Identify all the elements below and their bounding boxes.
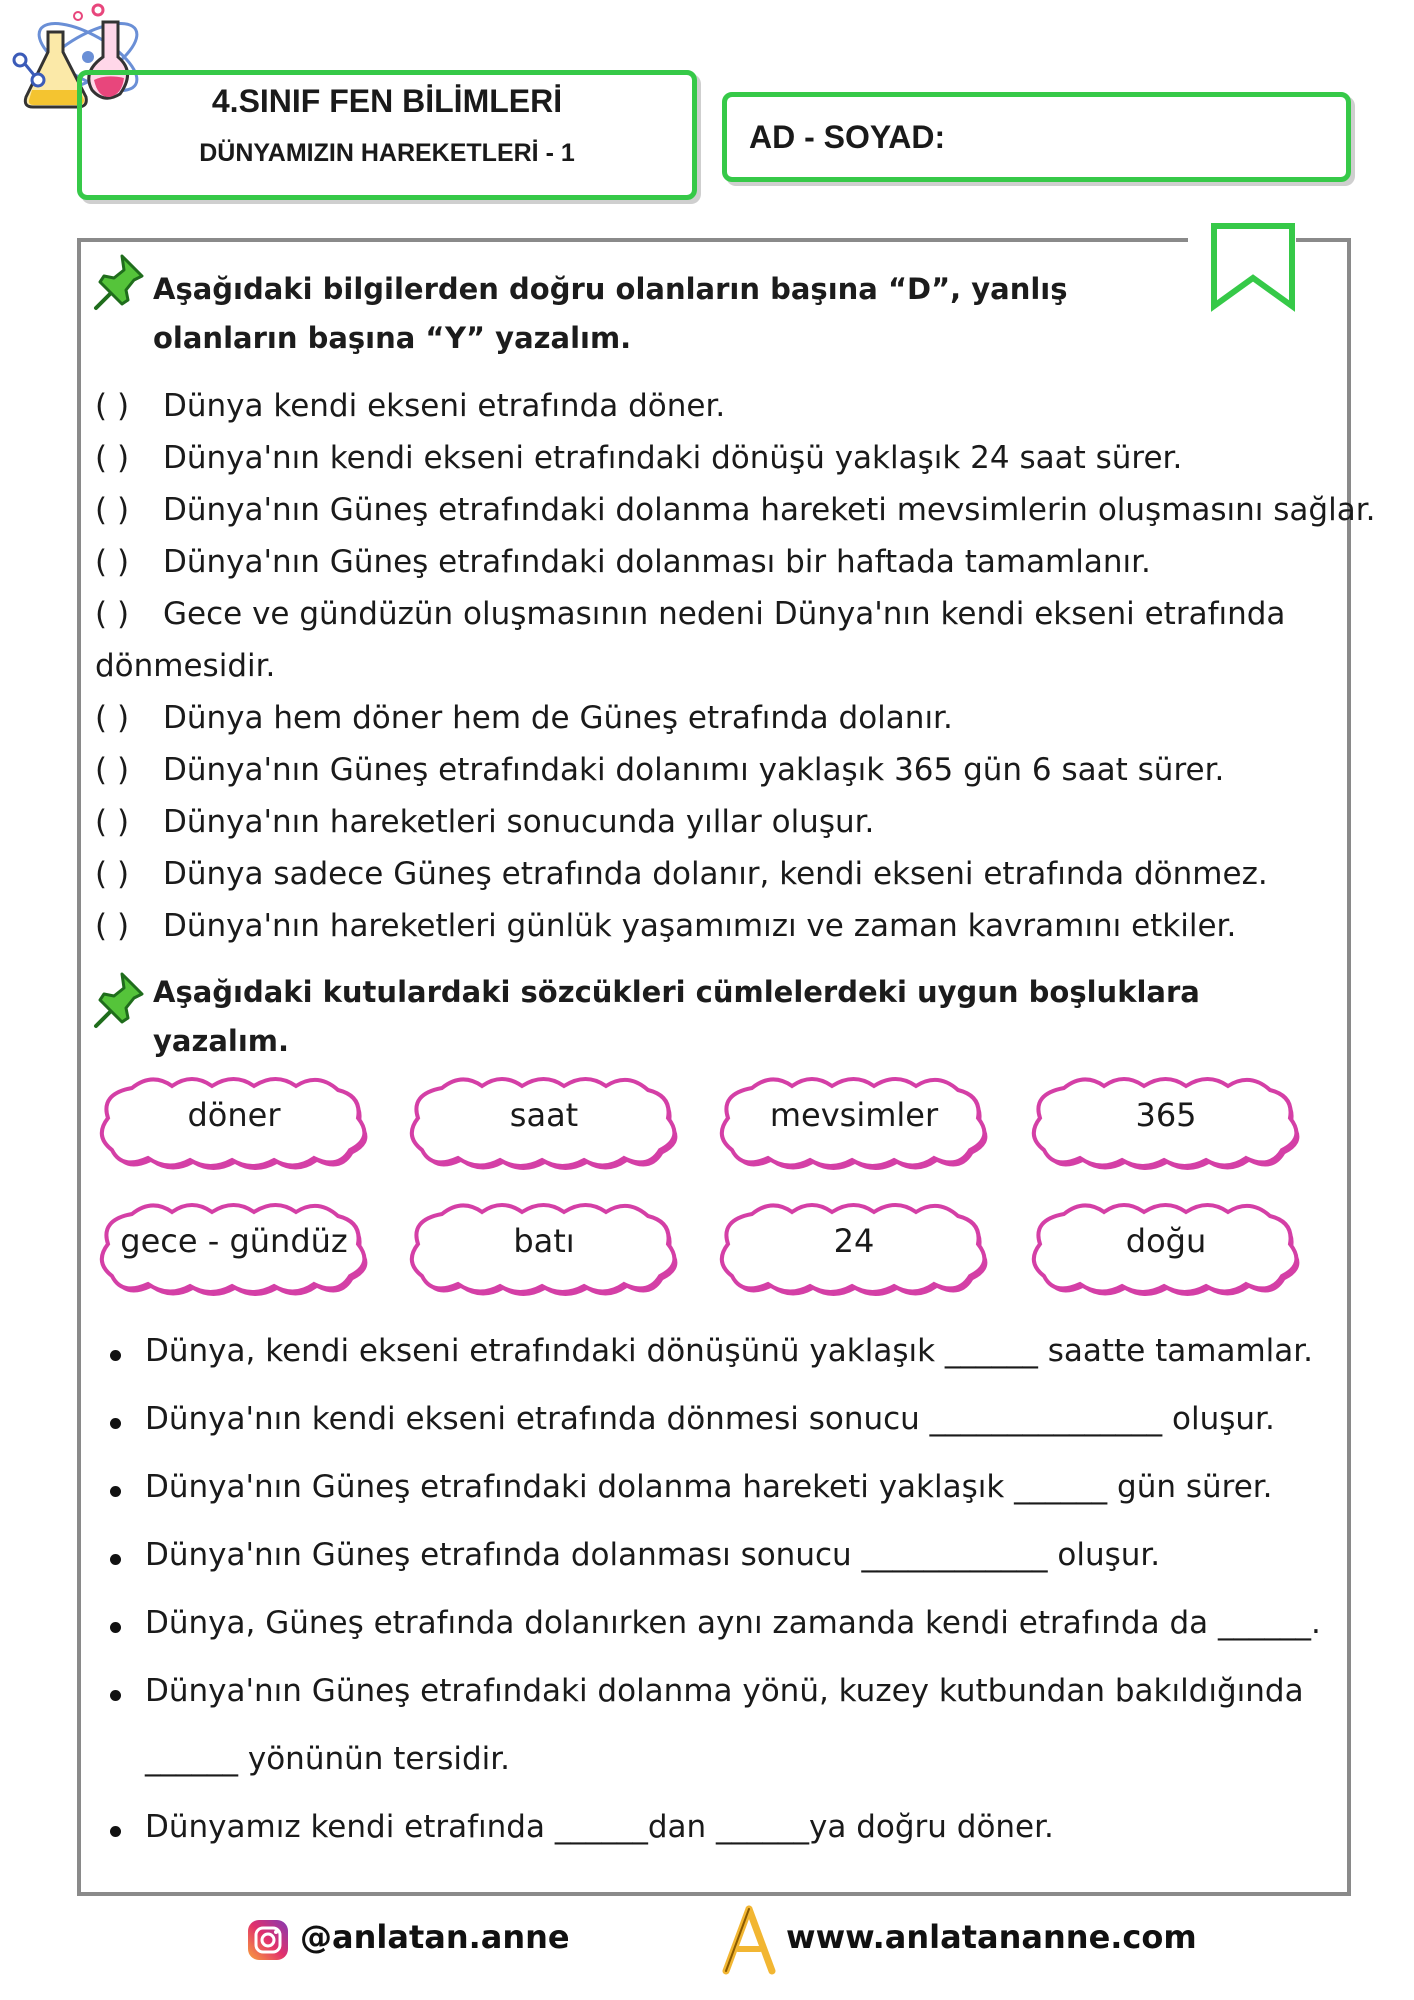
word-cloud-label: batı	[513, 1222, 575, 1260]
fill-sentence: Dünya'nın kendi ekseni etrafında dönmesi sonucu _______________ oluşur.	[145, 1401, 1275, 1437]
word-cloud	[712, 1192, 996, 1302]
list-item: ( ) Gece ve gündüzün oluşmasının nedeni Dünya'nın kendi ekseni etrafında	[95, 588, 1345, 640]
list-item: ( ) Dünya kendi ekseni etrafında döner.	[95, 380, 1345, 432]
word-cloud	[402, 1066, 686, 1176]
list-item: ( ) Dünya'nın Güneş etrafındaki dolanma hareketi mevsimlerin oluşmasını sağlar.	[95, 484, 1345, 536]
word-cloud	[92, 1192, 376, 1302]
word-cloud-label: doğu	[1125, 1222, 1207, 1260]
word-cloud-label: mevsimler	[769, 1096, 939, 1134]
true-false-list	[95, 380, 1376, 952]
answer-paren[interactable]: ( )	[95, 752, 130, 788]
section2-instruction-line2: yazalım.	[153, 1024, 290, 1058]
fill-sentence: Dünyamız kendi etrafında ______dan ______ya doğru döner.	[145, 1809, 1054, 1845]
answer-paren[interactable]: ( )	[95, 804, 130, 840]
answer-paren[interactable]: ( )	[95, 700, 130, 736]
answer-paren[interactable]: ( )	[95, 492, 130, 528]
word-cloud	[712, 1066, 996, 1176]
bullet-dot	[110, 1554, 121, 1565]
worksheet-title: 4.SINIF FEN BİLİMLERİ	[211, 83, 563, 119]
word-cloud-label: döner	[187, 1096, 281, 1134]
bullet-dot	[110, 1418, 121, 1429]
section1-instruction-line1: Aşağıdaki bilgilerden doğru olanların başına “D”, yanlış	[153, 272, 1068, 306]
logo-a-icon	[718, 1905, 780, 1975]
answer-paren[interactable]: ( )	[95, 856, 130, 892]
word-cloud-label: 365	[1135, 1096, 1197, 1134]
fill-sentence: Dünya, kendi ekseni etrafındaki dönüşünü yaklaşık ______ saatte tamamlar.	[145, 1333, 1314, 1369]
section1-instruction-line2: olanların başına “Y” yazalım.	[153, 321, 632, 355]
word-cloud-label: 24	[833, 1222, 875, 1260]
word-cloud	[92, 1066, 376, 1176]
name-box	[722, 92, 1351, 182]
answer-paren[interactable]: ( )	[95, 908, 130, 944]
answer-paren[interactable]: ( )	[95, 440, 130, 476]
list-item-continuation: dönmesidir.	[95, 648, 276, 684]
bullet-dot	[110, 1350, 121, 1361]
list-item: ( ) Dünya'nın hareketleri günlük yaşamımızı ve zaman kavramını etkiler.	[95, 900, 1345, 952]
list-item: ( ) Dünya'nın hareketleri sonucunda yıllar oluşur.	[95, 796, 1345, 848]
section2-instruction	[153, 968, 1303, 1066]
worksheet-subtitle: DÜNYAMIZIN HAREKETLERİ - 1	[199, 139, 575, 167]
bullet-dot	[110, 1826, 121, 1837]
word-cloud-label: gece - gündüz	[120, 1222, 348, 1260]
instagram-handle[interactable]: @anlatan.anne	[300, 1918, 570, 1956]
fill-sentence: Dünya'nın Güneş etrafındaki dolanma hareketi yaklaşık ______ gün sürer.	[145, 1469, 1273, 1505]
word-cloud	[1024, 1192, 1308, 1302]
instagram-icon	[246, 1918, 290, 1962]
title-box	[77, 70, 697, 200]
answer-paren[interactable]: ( )	[95, 544, 130, 580]
list-item: ( ) Dünya sadece Güneş etrafında dolanır, kendi ekseni etrafında dönmez.	[95, 848, 1345, 900]
list-item: ( ) Dünya'nın Güneş etrafındaki dolanımı yaklaşık 365 gün 6 saat sürer.	[95, 744, 1345, 796]
fill-sentence-continuation: ______ yönünün tersidir.	[145, 1741, 511, 1777]
answer-paren[interactable]: ( )	[95, 596, 130, 632]
fill-sentence: Dünya'nın Güneş etrafında dolanması sonucu ____________ oluşur.	[145, 1537, 1161, 1573]
bullet-dot	[110, 1486, 121, 1497]
name-label: AD - SOYAD:	[749, 119, 946, 155]
section1-instruction	[153, 265, 1303, 363]
word-cloud	[1024, 1066, 1308, 1176]
pushpin-icon	[92, 250, 148, 312]
list-item: ( ) Dünya'nın Güneş etrafındaki dolanması bir haftada tamamlanır.	[95, 536, 1345, 588]
bullet-dot	[110, 1690, 121, 1701]
list-item: ( ) Dünya'nın kendi ekseni etrafındaki dönüşü yaklaşık 24 saat sürer.	[95, 432, 1345, 484]
fill-sentence: Dünya'nın Güneş etrafındaki dolanma yönü, kuzey kutbundan bakıldığında	[145, 1673, 1304, 1709]
word-cloud-label: saat	[509, 1096, 579, 1134]
fill-sentence: Dünya, Güneş etrafında dolanırken aynı zamanda kendi etrafında da ______.	[145, 1605, 1321, 1641]
list-item: ( ) Dünya hem döner hem de Güneş etrafında dolanır.	[95, 692, 1345, 744]
answer-paren[interactable]: ( )	[95, 388, 130, 424]
bullet-dot	[110, 1622, 121, 1633]
pushpin-icon	[92, 968, 148, 1030]
word-cloud	[402, 1192, 686, 1302]
section2-instruction-line1: Aşağıdaki kutulardaki sözcükleri cümlelerdeki uygun boşluklara	[153, 975, 1200, 1009]
website-link[interactable]: www.anlatananne.com	[786, 1918, 1197, 1956]
